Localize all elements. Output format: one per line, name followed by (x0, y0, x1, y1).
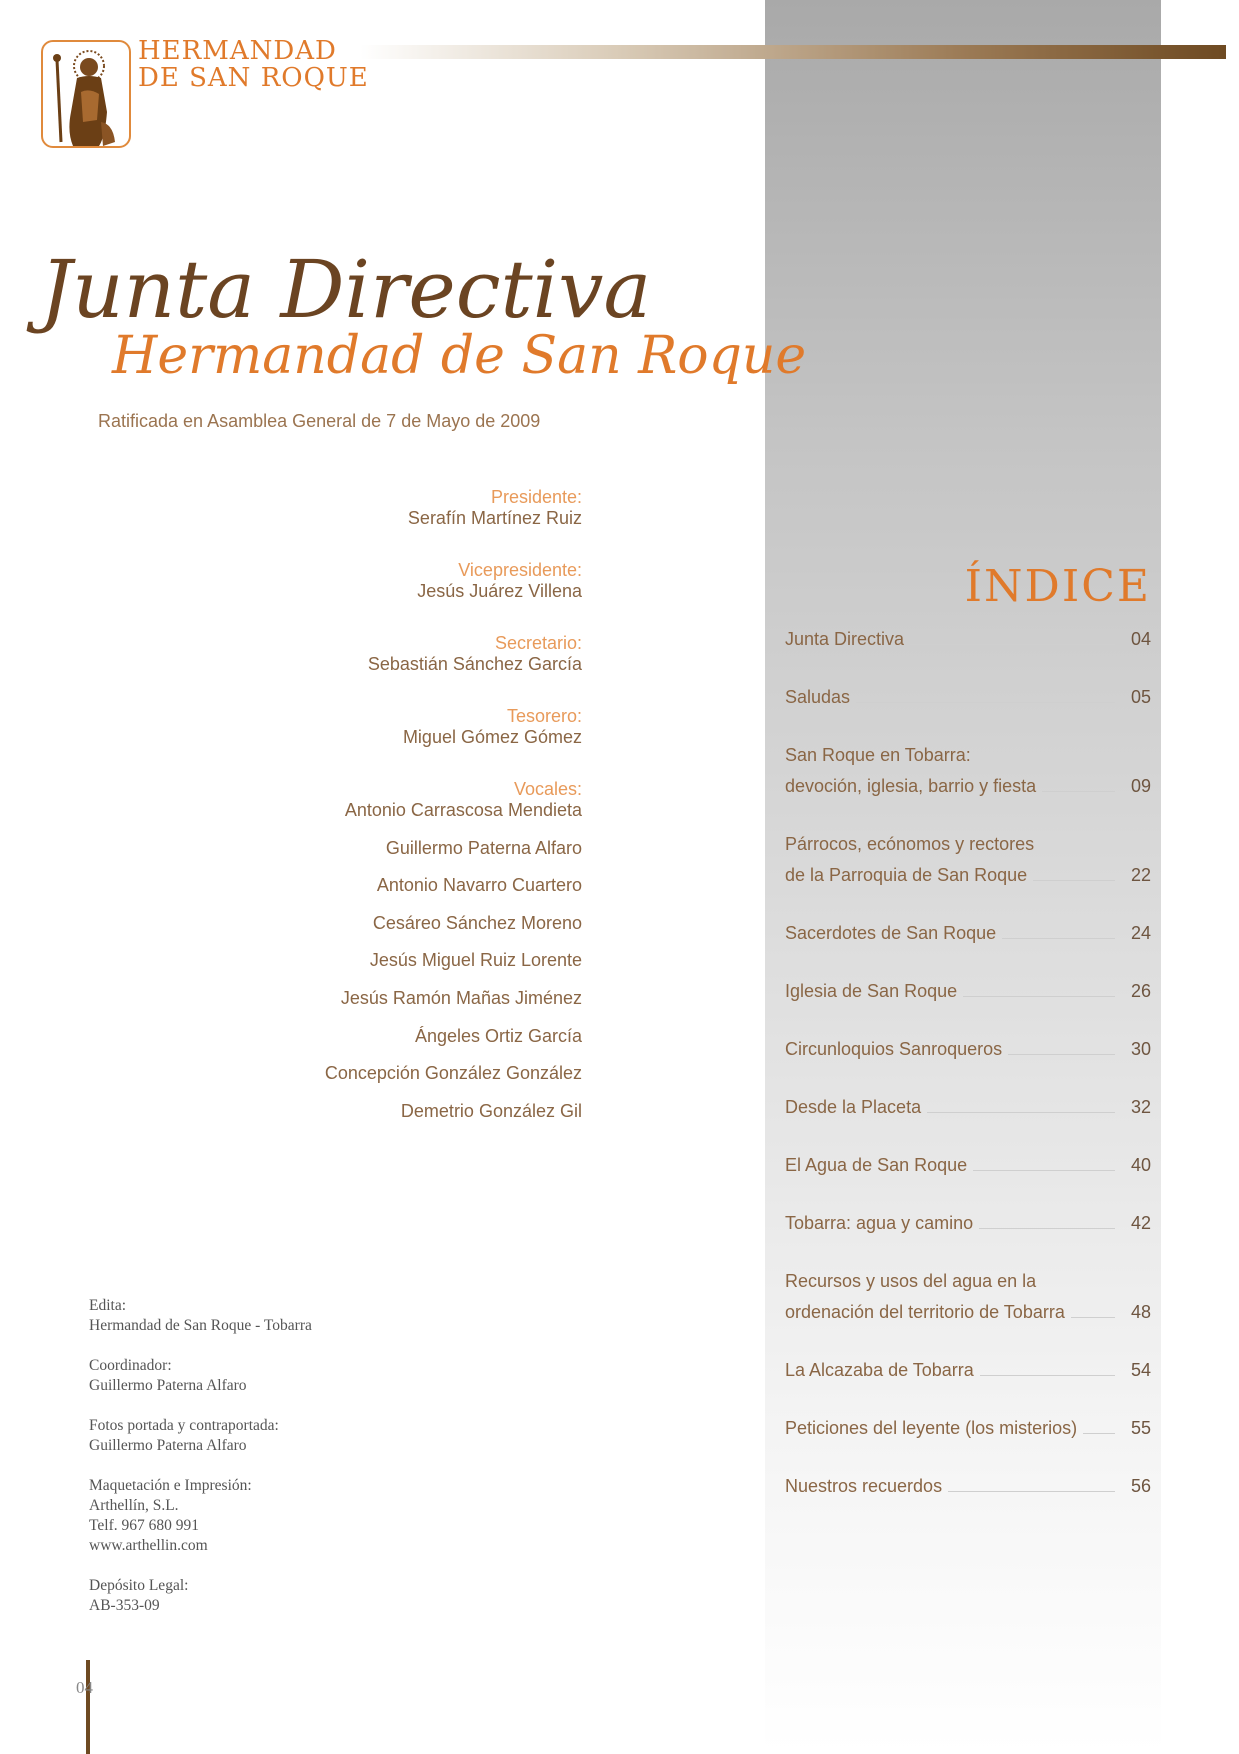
toc-page-number: 32 (1130, 1097, 1151, 1117)
toc-item-title: Tobarra: agua y camino (785, 1213, 974, 1233)
toc-leader (1008, 1054, 1115, 1055)
board-role: Presidente: (490, 487, 582, 507)
toc-leader (1033, 880, 1115, 881)
page-title: Junta Directiva (40, 243, 652, 336)
toc-page-number: 26 (1130, 981, 1151, 1001)
toc-page-number: 04 (1130, 629, 1151, 649)
vocal-member: Antonio Carrascosa Mendieta (344, 800, 582, 820)
toc-page-number: 40 (1130, 1155, 1151, 1175)
vocal-member: Cesáreo Sánchez Moreno (372, 912, 582, 933)
index-title: ÍNDICE (964, 561, 1151, 612)
toc-page-number: 05 (1130, 687, 1151, 707)
toc-item (785, 922, 1151, 944)
toc-page-number: 55 (1130, 1418, 1151, 1438)
board-entry-secretary (325, 633, 582, 675)
toc-item-title: San Roque en Tobarra: (785, 745, 971, 765)
logo (41, 40, 131, 148)
table-of-contents (785, 628, 1151, 1533)
board-member: Sebastián Sánchez García (367, 654, 582, 674)
toc-leader (1071, 1317, 1115, 1318)
page-number-rule (86, 1660, 90, 1754)
board-entry-vocales (325, 779, 582, 1122)
board-role: Tesorero: (506, 706, 582, 726)
toc-item-title: Iglesia de San Roque (785, 981, 958, 1001)
toc-item (785, 628, 1151, 650)
toc-item (785, 1359, 1151, 1381)
board-role: Vocales: (513, 779, 582, 799)
toc-leader (980, 1375, 1115, 1376)
toc-item-title: de la Parroquia de San Roque (785, 865, 1028, 885)
ratified-note: Ratificada en Asamblea General de 7 de Mayo de 2009 (98, 411, 541, 431)
credit-value: www.arthellin.com (89, 1537, 208, 1554)
brand-line-2: DE SAN ROQUE (138, 63, 369, 93)
vocal-member: Jesús Ramón Mañas Jiménez (340, 987, 582, 1008)
board-entry-vicepresident (325, 560, 582, 602)
toc-item-title: Peticiones del leyente (los misterios) (785, 1418, 1078, 1438)
toc-item-title: Sacerdotes de San Roque (785, 923, 997, 943)
toc-page-number: 24 (1130, 923, 1151, 943)
credit-label: Fotos portada y contraportada: (89, 1417, 279, 1434)
toc-leader (973, 1170, 1115, 1171)
toc-item (785, 1475, 1151, 1497)
vocal-member: Ángeles Ortiz García (414, 1025, 582, 1046)
toc-page-number: 56 (1130, 1476, 1151, 1496)
board-role: Secretario: (494, 633, 582, 653)
toc-page-number: 09 (1130, 776, 1151, 796)
toc-leader (979, 1228, 1115, 1229)
toc-item (785, 686, 1151, 708)
brand-name (138, 38, 369, 92)
credit-value: Hermandad de San Roque - Tobarra (89, 1317, 312, 1334)
toc-item (785, 1270, 1151, 1323)
toc-item-title: El Agua de San Roque (785, 1155, 968, 1175)
toc-item (785, 744, 1151, 797)
credit-group (89, 1576, 312, 1616)
board-entry-president (325, 487, 582, 529)
credit-value: Arthellín, S.L. (89, 1497, 179, 1514)
board-member: Miguel Gómez Gómez (402, 727, 582, 747)
header-gradient-bar (360, 45, 1226, 59)
credit-label: Edita: (89, 1297, 127, 1314)
toc-item (785, 1212, 1151, 1234)
credit-value: Guillermo Paterna Alfaro (89, 1437, 247, 1454)
toc-item-title: Circunloquios Sanroqueros (785, 1039, 1003, 1059)
credit-group (89, 1296, 312, 1336)
credit-group (89, 1356, 312, 1396)
toc-leader (1083, 1433, 1115, 1434)
toc-leader (927, 1112, 1115, 1113)
vocal-member: Demetrio González Gil (400, 1100, 582, 1121)
credit-value: Guillermo Paterna Alfaro (89, 1377, 247, 1394)
board-member: Serafín Martínez Ruiz (407, 508, 582, 528)
toc-item (785, 1038, 1151, 1060)
toc-page-number: 30 (1130, 1039, 1151, 1059)
credit-group (89, 1476, 312, 1556)
toc-item-title: Desde la Placeta (785, 1097, 922, 1117)
board-list (325, 487, 582, 1137)
toc-leader (963, 996, 1115, 997)
credits-block (89, 1296, 312, 1636)
toc-page-number: 22 (1130, 865, 1151, 885)
toc-page-number: 42 (1130, 1213, 1151, 1233)
toc-item (785, 980, 1151, 1002)
toc-item (785, 833, 1151, 886)
page-subtitle: Hermandad de San Roque (112, 326, 807, 386)
vocal-member: Jesús Miguel Ruiz Lorente (369, 950, 582, 971)
saint-roch-icon (43, 42, 129, 146)
board-member: Jesús Juárez Villena (417, 581, 582, 601)
brand-line-1: HERMANDAD (138, 36, 337, 66)
credit-value: AB-353-09 (89, 1597, 160, 1614)
vocal-member: Concepción González González (324, 1063, 582, 1084)
toc-leader (1002, 938, 1115, 939)
toc-item-title: La Alcazaba de Tobarra (785, 1360, 974, 1380)
page-number: 04 (76, 1678, 93, 1697)
toc-leader (1042, 791, 1115, 792)
credit-label: Coordinador: (89, 1357, 172, 1374)
toc-item (785, 1096, 1151, 1118)
vocal-member: Antonio Navarro Cuartero (376, 875, 582, 896)
toc-leader (910, 644, 1115, 645)
credit-group (89, 1416, 312, 1456)
toc-item (785, 1417, 1151, 1439)
toc-item-title: Párrocos, ecónomos y rectores (785, 834, 1035, 854)
toc-leader (856, 702, 1115, 703)
toc-page-number: 48 (1130, 1302, 1151, 1322)
toc-leader (948, 1491, 1115, 1492)
toc-item-title: ordenación del territorio de Tobarra (785, 1302, 1065, 1322)
toc-item (785, 1154, 1151, 1176)
toc-item-title: Junta Directiva (785, 629, 905, 649)
toc-item-title: Recursos y usos del agua en la (785, 1271, 1037, 1291)
credit-value: Telf. 967 680 991 (89, 1517, 199, 1534)
board-entry-treasurer (325, 706, 582, 748)
toc-item-title: devoción, iglesia, barrio y fiesta (785, 776, 1037, 796)
vocal-member: Guillermo Paterna Alfaro (385, 837, 582, 858)
credit-label: Maquetación e Impresión: (89, 1477, 252, 1494)
toc-item-title: Nuestros recuerdos (785, 1476, 943, 1496)
toc-item-title: Saludas (785, 687, 851, 707)
toc-page-number: 54 (1130, 1360, 1151, 1380)
credit-label: Depósito Legal: (89, 1577, 189, 1594)
board-role: Vicepresidente: (458, 560, 582, 580)
